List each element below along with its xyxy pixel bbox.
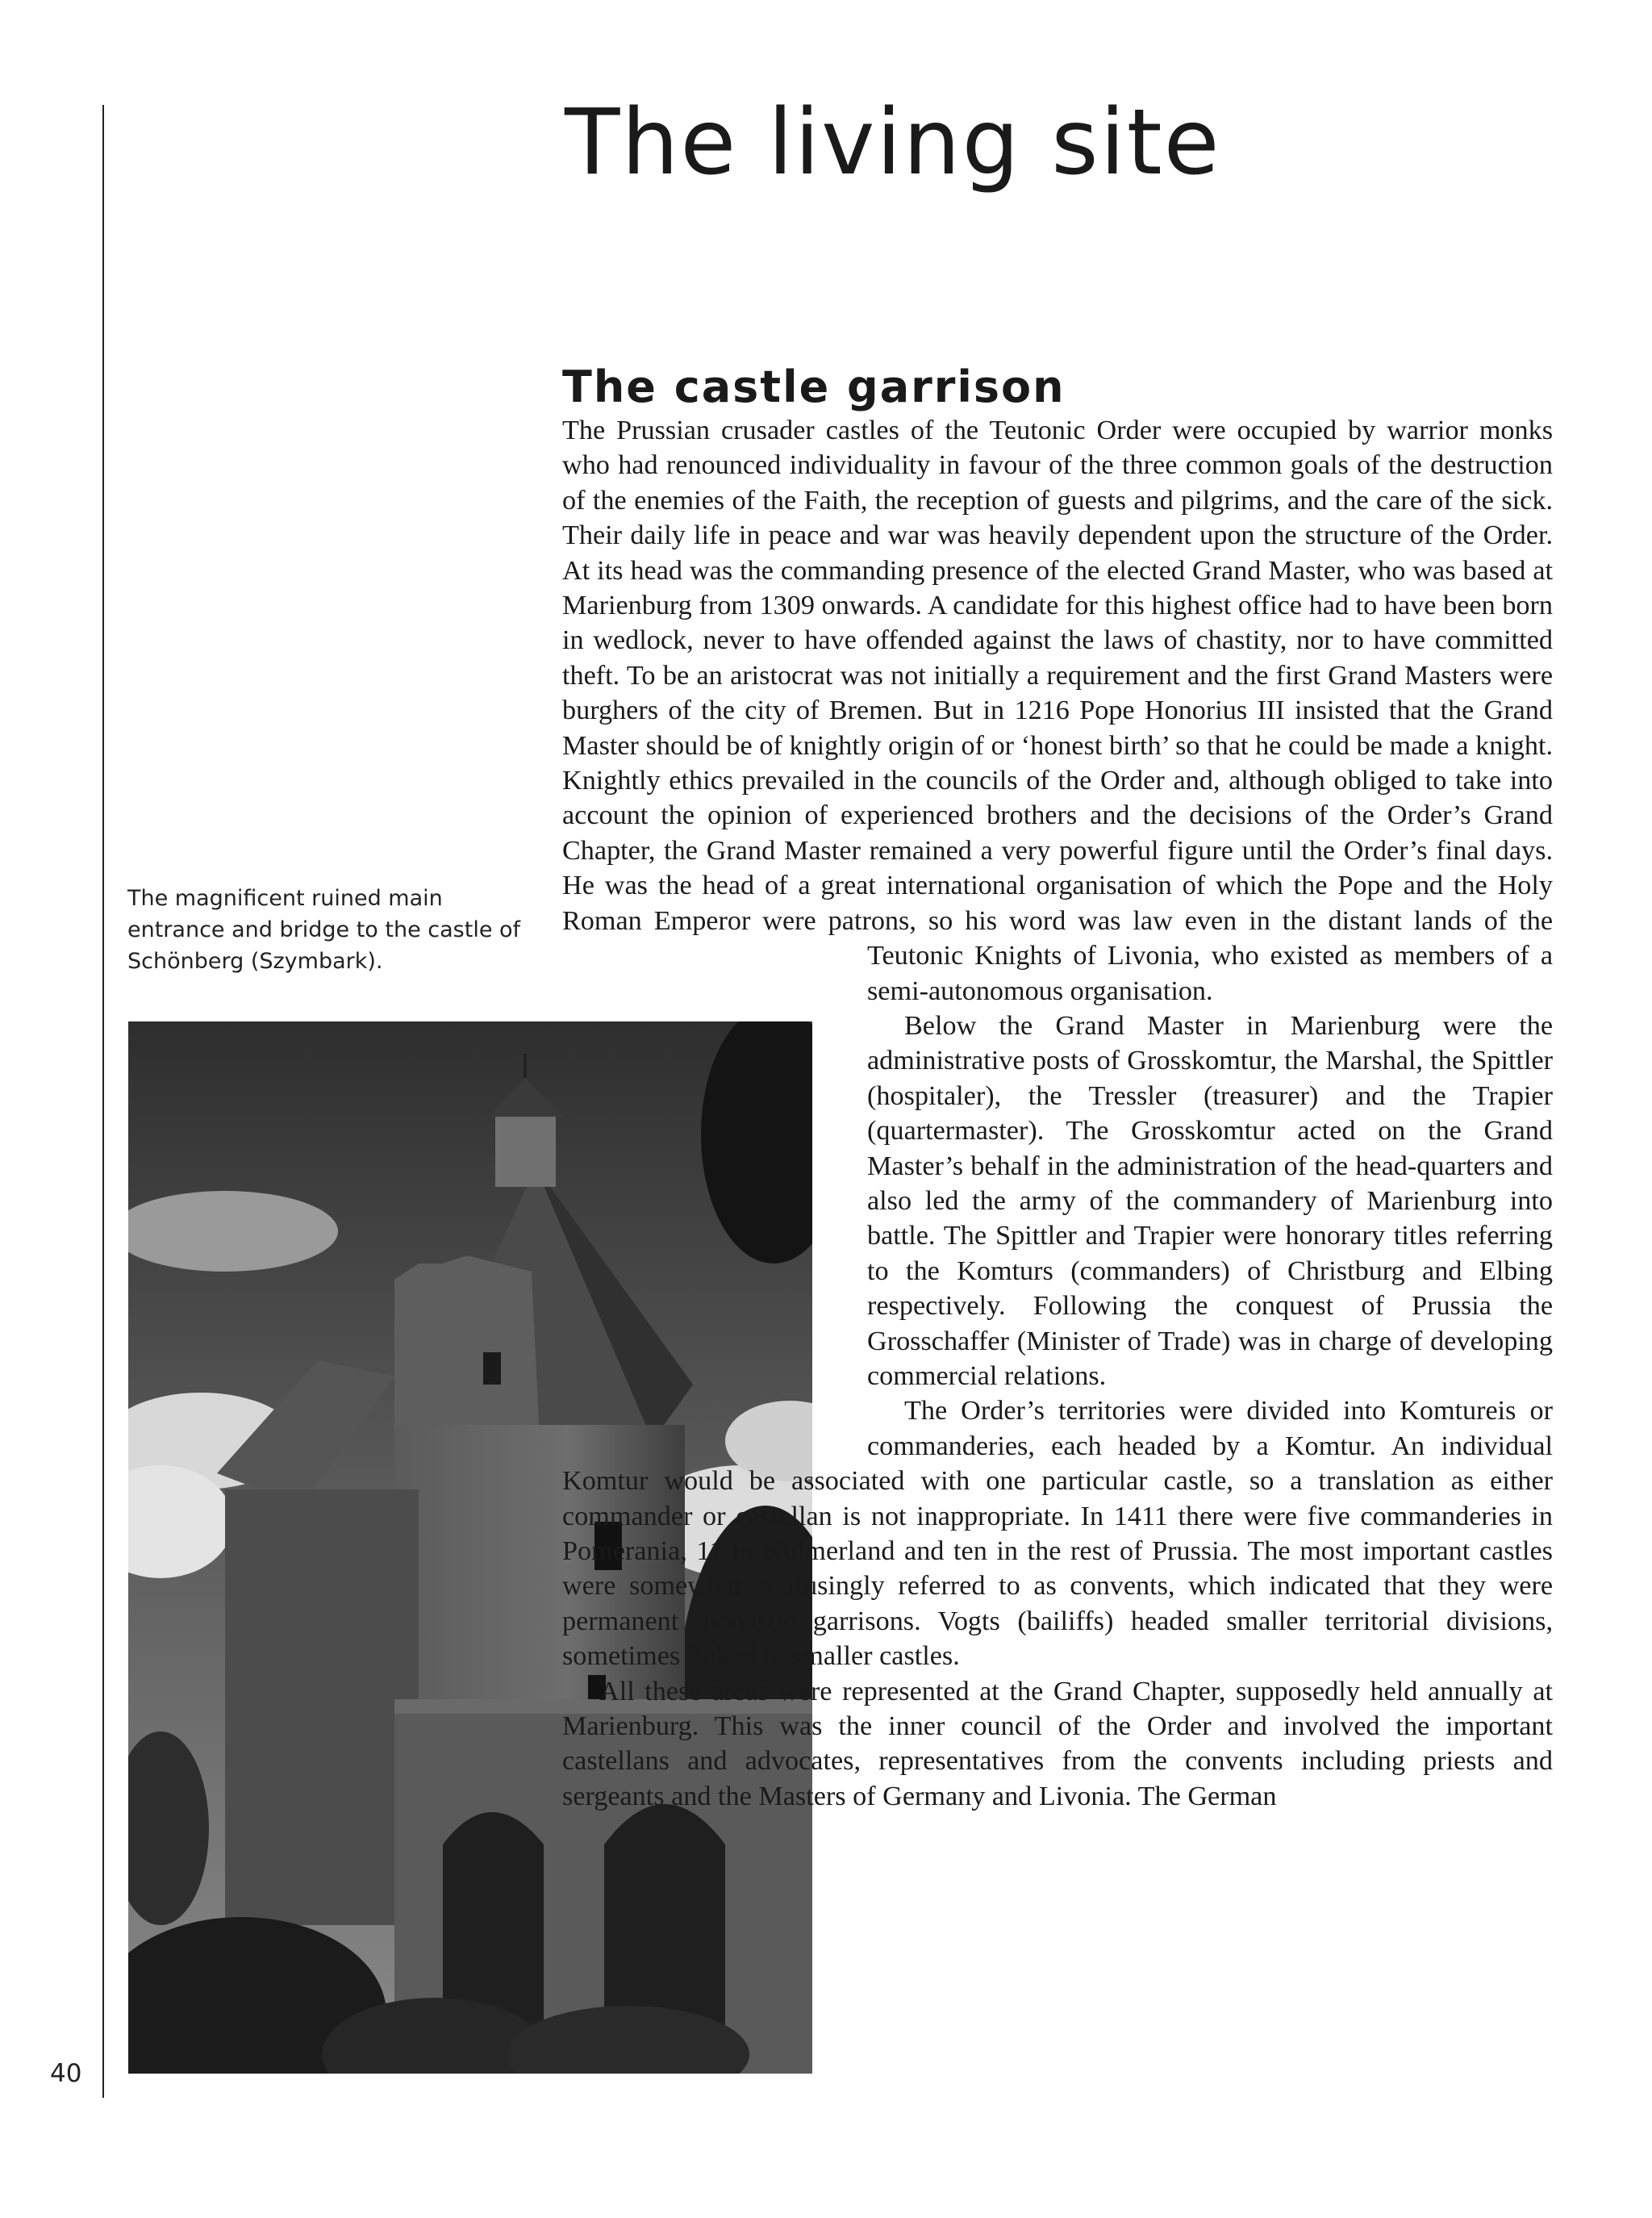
page-number: 40 [50, 2059, 82, 2088]
paragraph: All these areas were represented at the Grand Chapter, supposedly held annually at Marienburg. This was the inner council of the Order and involved the important castellans and advocates, representatives from the convents including priests and sergeants and the Masters of Germany and Livonia. The German [562, 1676, 1553, 1811]
photo-caption: The magnificent ruined main entrance and bridge to the castle of Schönberg (Szymbark). [127, 886, 521, 974]
paragraph: The Prussian crusader castles of the Teutonic Order were occupied by warrior monks who had renounced individuality in favour of the three common goals of the destruction of the enemies of the Faith, the reception of guests and pilgrims, and the care of the sick. Their daily life in peace and war was heavily dependent upon the structure of the Order. At its head was the commanding presence of the elected Grand Master, who was based at Marienburg from 1309 onwards. A candidate for this highest office had to have been born in wedlock, never to have offended against the laws of chastity, nor to have committed theft. To be an aristocrat was not initially a requirement and the first Grand Masters were burghers of the city of Bremen. But in 1216 Pope Honorius III insisted that the Grand Master should be of knightly origin of or ‘honest birth’ so that he could be made a knight. Knightly ethics prevailed in the councils of the Order and, although obliged to take into account the opinion of experienced brothers and the decisions of the Order’s Grand Chapter, the Grand Master remained a very powerful figure until the Order’s final days. He was the head of a great international organisation of which the Pope and the Holy Roman Emperor were patrons, so his word was law even in the distant lands of the Teutonic Knights of Livonia, who existed as members of a semi-autonomous organisation. [562, 416, 1553, 1006]
paragraph: The Order’s territories were divided into Komtureis or commanderies, each headed by a Komtur. An individual Komtur would be associated with one particular castle, so a translation as either commander or castellan is not inappropriate. In 1411 there were five commanderies in Pomerania, 11 in Kulmerland and ten in the rest of Prussia. The most important castles were somewhat confusingly referred to as convents, which indicated that they were permanent monastic garrisons. Vogts (bailiffs) headed smaller territorial divisions, sometimes linked to smaller castles. [562, 1396, 1553, 1672]
page-margin-rule [102, 105, 104, 2098]
paragraph: Below the Grand Master in Marienburg were the administrative posts of Grosskomtur, the Marshal, the Spittler (hospitaler), the Tressler (treasurer) and the Trapier (quartermaster). The Grosskomtur acted on the Grand Master’s behalf in the administration of the head-quarters and also led the army of the commandery of Marienburg into battle. The Spittler and Trapier were honorary titles referring to the Komturs (commanders) of Christburg and Elbing respectively. Following the conquest of Prussia the Grosschaffer (Minister of Trade) was in charge of developing commercial relations. [867, 1010, 1553, 1391]
chapter-title: The living site [565, 90, 1221, 195]
section-title: The castle garrison [562, 361, 1066, 412]
article-body [562, 413, 1553, 1814]
